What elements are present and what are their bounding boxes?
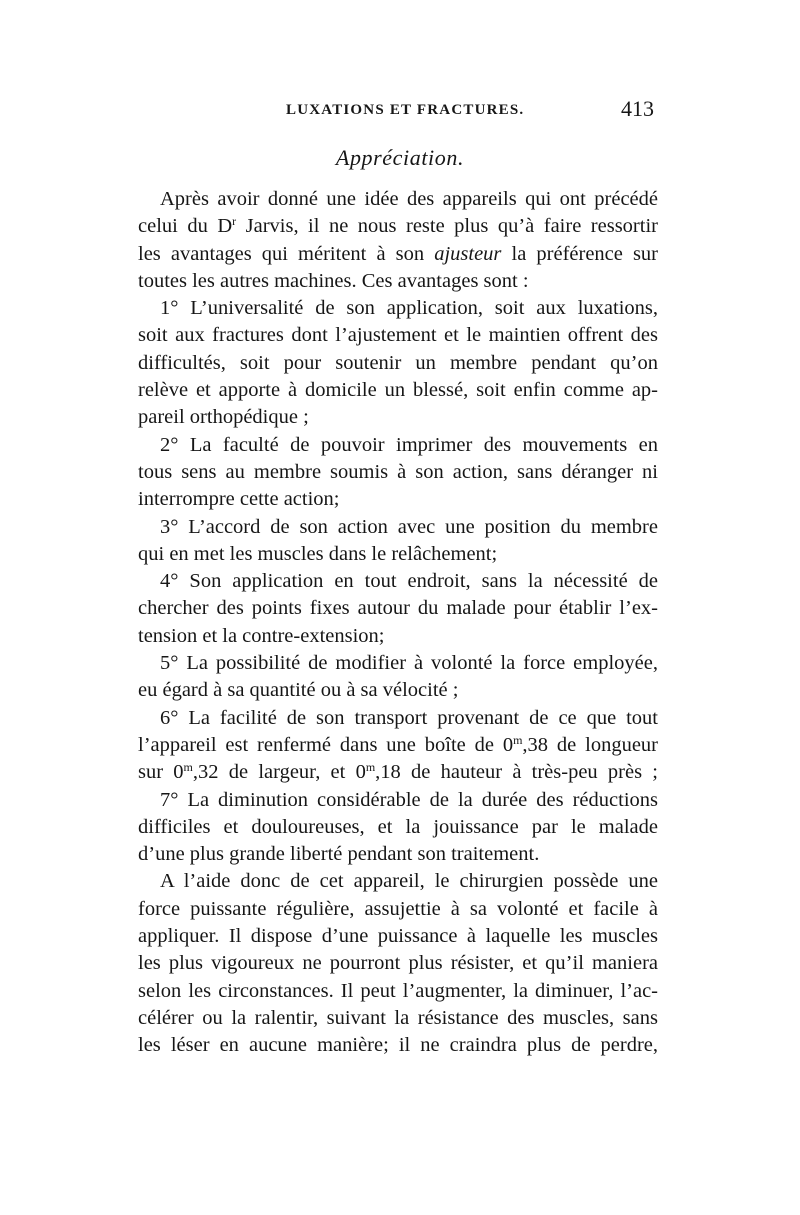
- text-line: soit aux fractures dont l’ajustement et le maintien offrent des: [138, 324, 658, 347]
- text-fragment: l’appareil est renfermé dans une boîte de 0: [138, 733, 514, 756]
- text-line: 3° L’accord de son action avec une position du membre: [160, 515, 658, 538]
- body-text: [138, 186, 658, 1060]
- text-line: chercher des points fixes autour du malade pour établir l’ex-: [138, 597, 658, 620]
- text-line: d’une plus grande liberté pendant son traitement.: [138, 843, 540, 866]
- text-line: [138, 732, 658, 759]
- text-line: 2° La faculté de pouvoir imprimer des mouvements en: [160, 433, 658, 456]
- text-line: toutes les autres machines. Ces avantages sont :: [138, 269, 529, 292]
- italic-word: ajusteur: [434, 242, 502, 265]
- text-line: pareil orthopédique ;: [138, 406, 309, 429]
- page-header: [138, 96, 658, 126]
- text-line: difficiles et douloureuses, et la jouissance par le malade: [138, 815, 658, 838]
- superscript: m: [513, 732, 523, 747]
- text-line: 7° La diminution considérable de la durée des réductions: [160, 788, 658, 811]
- superscript: m: [365, 760, 376, 775]
- text-fragment: sur 0: [138, 761, 184, 784]
- text-fragment: Jarvis, il ne nous reste plus qu’à faire ressortir: [236, 215, 658, 238]
- text-line: interrompre cette action;: [138, 488, 340, 511]
- text-line: célérer ou la ralentir, suivant la résistance des muscles, sans: [138, 1006, 658, 1029]
- page-number: 413: [621, 96, 654, 121]
- text-line: difficultés, soit pour soutenir un membre pendant qu’on: [138, 351, 658, 374]
- text-fragment: ,18 de hauteur à très-peu près ;: [375, 761, 658, 784]
- text-line: les plus vigoureux ne pourront plus résister, et qu’il maniera: [138, 952, 658, 975]
- text-line: 4° Son application en tout endroit, sans la nécessité de: [160, 570, 658, 593]
- text-line: relève et apporte à domicile un blessé, soit enfin comme ap-: [138, 379, 658, 402]
- text-line: Après avoir donné une idée des appareils qui ont précédé: [160, 188, 658, 210]
- text-line: 6° La facilité de son transport provenant de ce que tout: [160, 706, 658, 729]
- text-fragment: ,32 de largeur, et 0: [192, 761, 366, 784]
- running-title: LUXATIONS ET FRACTURES.: [286, 102, 525, 118]
- text-line: les léser en aucune manière; il ne craindra plus de perdre,: [138, 1034, 658, 1057]
- text-line: [138, 759, 658, 786]
- text-line: A l’aide donc de cet appareil, le chirurgien possède une: [160, 870, 658, 893]
- text-line: eu égard à sa quantité ou à sa vélocité ;: [138, 679, 459, 702]
- text-line: force puissante régulière, assujettie à sa volonté et facile à: [138, 897, 658, 920]
- text-line: tous sens au membre soumis à son action, sans déranger ni: [138, 460, 658, 483]
- text-line: [138, 213, 658, 240]
- text-fragment: celui du D: [138, 215, 233, 238]
- text-line: [138, 241, 658, 268]
- superscript: r: [232, 214, 237, 229]
- text-fragment: les avantages qui méritent à son: [138, 242, 425, 265]
- text-line: 5° La possibilité de modifier à volonté la force employée,: [160, 652, 658, 675]
- section-title: Appréciation.: [335, 145, 465, 170]
- superscript: m: [183, 760, 193, 775]
- text-line: tension et la contre-extension;: [138, 624, 385, 647]
- text-line: appliquer. Il dispose d’une puissance à laquelle les muscles: [138, 925, 658, 948]
- text-fragment: la préférence sur: [501, 242, 658, 265]
- text-line: selon les circonstances. Il peut l’augmenter, la diminuer, l’ac-: [138, 979, 658, 1002]
- text-fragment: ,38 de longueur: [522, 733, 658, 756]
- text-line: 1° L’universalité de son application, soit aux luxations,: [160, 297, 658, 320]
- text-line: qui en met les muscles dans le relâchement;: [138, 542, 498, 565]
